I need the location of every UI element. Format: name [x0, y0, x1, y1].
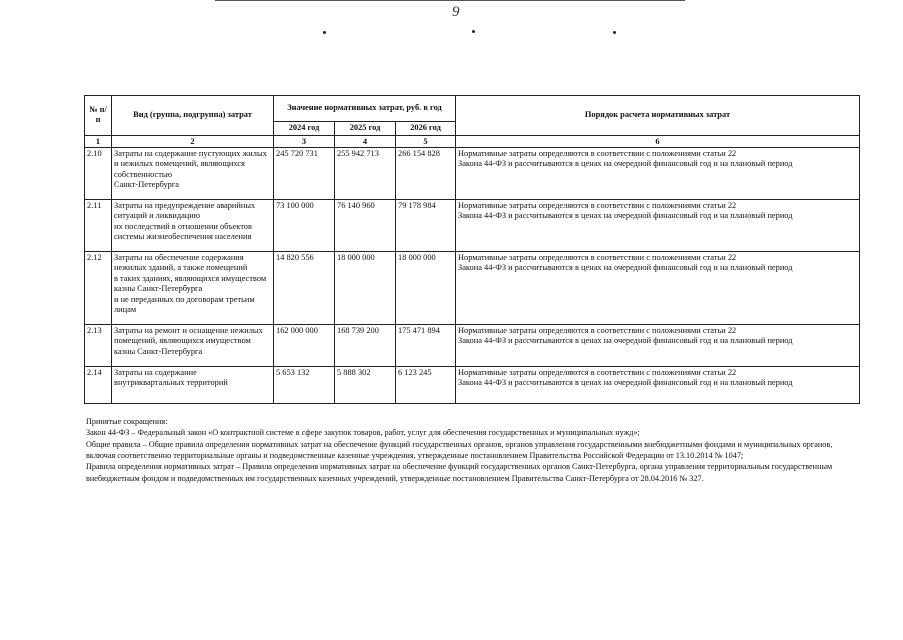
row-method: Нормативные затраты определяются в соответствии с положениями статьи 22 Закона 44-ФЗ и рассчитываются в ценах на очередной финансовый год и на плановый период [456, 199, 860, 251]
row-value-2026: 175 471 894 [396, 324, 456, 366]
scan-speck [472, 30, 475, 33]
row-method: Нормативные затраты определяются в соответствии с положениями статьи 22 Закона 44-ФЗ и рассчитываются в ценах на очередной финансовый год и на плановый период [456, 324, 860, 366]
row-value-2024: 162 000 000 [274, 324, 335, 366]
header-method: Порядок расчета нормативных затрат [456, 96, 860, 136]
row-value-2024: 73 100 000 [274, 199, 335, 251]
abbreviation-line: Правила определения нормативных затрат – Правила определения нормативных затрат на обеспечение функций государственных органов Санкт-Петербурга, органа управления территориальным государственным внебюджетным фондом и подведомственных им государственных казенных учреждений, утвержденные постановлением Правительства Санкт-Петербурга от 28.04.2016 № 327. [86, 462, 833, 483]
row-value-2026: 18 000 000 [396, 251, 456, 324]
header-kind: Вид (группа, подгруппа) затрат [112, 96, 274, 136]
row-value-2024: 245 720 731 [274, 147, 335, 199]
abbreviations-title: Принятые сокращения: [86, 417, 168, 426]
scan-speck [613, 31, 616, 34]
scan-speck [323, 31, 326, 34]
row-num: 2.14 [85, 366, 112, 403]
scan-edge-line [215, 0, 685, 1]
column-number: 4 [335, 135, 396, 147]
table-row [85, 366, 860, 403]
row-kind: Затраты на обеспечение содержания нежилых зданий, а также помещений в таких зданиях, являющихся имуществом казны Санкт-Петербурга и не переданных по договорам третьим лицам [112, 251, 274, 324]
row-value-2024: 5 653 132 [274, 366, 335, 403]
header-2024: 2024 год [274, 122, 335, 136]
row-value-2025: 18 000 000 [335, 251, 396, 324]
abbreviation-line: Общие правила – Общие правила определения нормативных затрат на обеспечение функций государственных органов, органов управления государственными внебюджетными фондами и муниципальных органов, включая соответственно территориальные органы и подведомственные казенные учреждения, утвержденные постановлением Правительства Российской Федерации от 13.10.2014 № 1047; [86, 439, 833, 460]
row-value-2026: 79 178 984 [396, 199, 456, 251]
row-method: Нормативные затраты определяются в соответствии с положениями статьи 22 Закона 44-ФЗ и рассчитываются в ценах на очередной финансовый год и на плановый период [456, 366, 860, 403]
header-2025: 2025 год [335, 122, 396, 136]
column-number: 6 [456, 135, 860, 147]
norms-table [84, 95, 860, 404]
row-num: 2.10 [85, 147, 112, 199]
column-number: 5 [396, 135, 456, 147]
row-value-2025: 76 140 960 [335, 199, 396, 251]
row-value-2025: 255 942 713 [335, 147, 396, 199]
header-num: № п/п [85, 96, 112, 136]
header-2026: 2026 год [396, 122, 456, 136]
row-kind: Затраты на содержание пустующих жилых и нежилых помещений, являющихся собственностью Санкт-Петербурга [112, 147, 274, 199]
table-row [85, 199, 860, 251]
row-method: Нормативные затраты определяются в соответствии с положениями статьи 22 Закона 44-ФЗ и рассчитываются в ценах на очередной финансовый год и на плановый период [456, 251, 860, 324]
row-value-2024: 14 820 556 [274, 251, 335, 324]
row-value-2025: 168 739 200 [335, 324, 396, 366]
row-num: 2.12 [85, 251, 112, 324]
column-number: 3 [274, 135, 335, 147]
row-kind: Затраты на предупреждение аварийных ситуаций и ликвидацию их последствий в отношении объектов системы жизнеобеспечения населения [112, 199, 274, 251]
abbreviation-line: Закон 44-ФЗ – Федеральный закон «О контрактной системе в сфере закупок товаров, работ, услуг для обеспечения государственных и муниципальных нужд»; [86, 428, 640, 438]
row-value-2026: 266 154 828 [396, 147, 456, 199]
abbreviations-section [86, 416, 858, 484]
row-num: 2.11 [85, 199, 112, 251]
row-value-2026: 6 123 245 [396, 366, 456, 403]
header-values-group: Значение нормативных затрат, руб. в год [274, 96, 456, 122]
page-number: 9 [452, 4, 460, 20]
table-row [85, 324, 860, 366]
row-kind: Затраты на ремонт и оснащение нежилых помещений, являющихся имуществом казны Санкт-Петербурга [112, 324, 274, 366]
row-value-2025: 5 888 302 [335, 366, 396, 403]
column-number: 1 [85, 135, 112, 147]
row-num: 2.13 [85, 324, 112, 366]
column-number: 2 [112, 135, 274, 147]
table-row [85, 147, 860, 199]
row-kind: Затраты на содержание внутриквартальных территорий [112, 366, 274, 403]
table-row [85, 251, 860, 324]
row-method: Нормативные затраты определяются в соответствии с положениями статьи 22 Закона 44-ФЗ и рассчитываются в ценах на очередной финансовый год и на плановый период [456, 147, 860, 199]
